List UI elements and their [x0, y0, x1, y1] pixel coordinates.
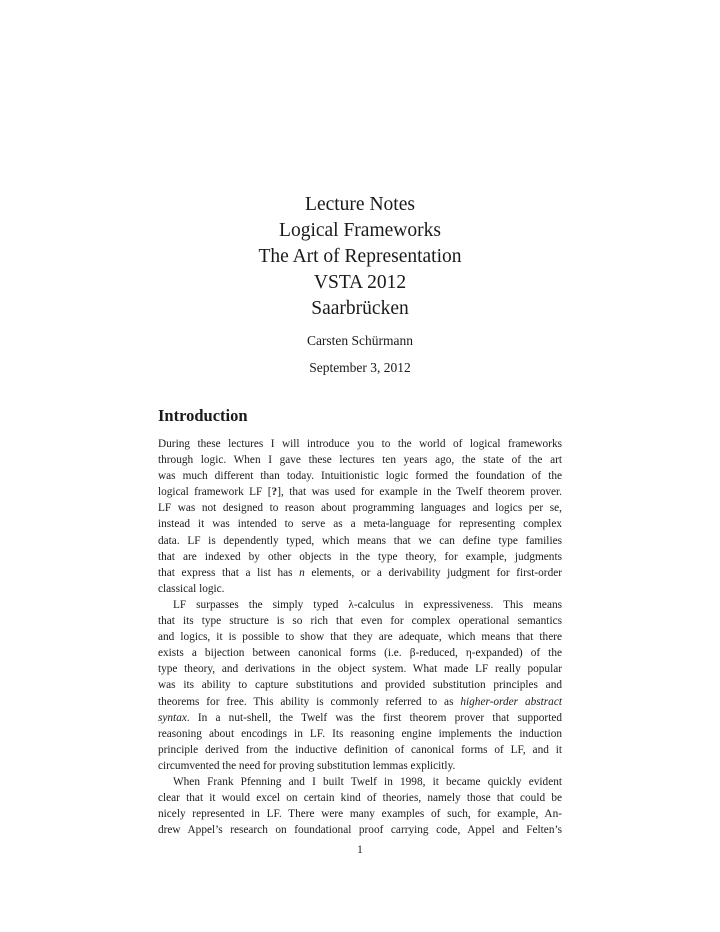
text-span: logical framework LF [ [158, 486, 272, 499]
author-name: Carsten Schürmann [306, 333, 414, 348]
document-title [0, 192, 720, 322]
publication-date: September 3, 2012 [309, 360, 411, 375]
math-variable: n [299, 566, 305, 579]
title-line: Logical Frameworks [279, 220, 441, 241]
text-line: drew Appel’s research on foundational proof carrying code, Appel and Felten’s [158, 824, 562, 837]
text-span: ], that was used for example in the Twelf theorem prover. [277, 486, 563, 499]
emphasis: higher-order abstract [460, 695, 562, 708]
text-line: exists a bijection between canonical forms (i.e. β-reduced, η-expanded) of the [158, 647, 562, 660]
text-line: LF was not designed to reason about programming languages and logics per se, [158, 502, 562, 515]
text-line: that are indexed by other objects in the type theory, for example, judgments [158, 550, 562, 563]
emphasis: syntax [158, 711, 187, 724]
text-line [158, 565, 562, 581]
text-line [158, 694, 562, 710]
text-line: circumvented the need for proving substitution lemmas explicitly. [158, 759, 456, 772]
title-line: The Art of Representation [258, 246, 462, 267]
text-line: and logics, it is possible to show that they are adequate, which means that there [158, 631, 562, 644]
text-span: theorems for free. This ability is commonly referred to as [158, 695, 461, 708]
body-text [158, 436, 562, 838]
text-line [158, 484, 562, 500]
text-span: elements, or a derivability judgment for first-order [304, 566, 562, 579]
text-line: type theory, and derivations in the object system. What made LF really popular [158, 663, 562, 676]
text-line: clear that it would excel on certain kind of theories, namely those that could be [158, 792, 562, 805]
text-line: During these lectures I will introduce you to the world of logical frameworks [158, 438, 562, 450]
text-line [158, 710, 562, 726]
text-line: instead it was intended to serve as a meta-language for representing complex [158, 518, 562, 531]
text-span: . In a nut-shell, the Twelf was the first theorem prover that supported [186, 711, 562, 724]
text-line: was its ability to capture substitutions and provided substitution principles and [158, 679, 562, 692]
page-number: 1 [357, 844, 363, 856]
text-line: classical logic. [158, 582, 225, 595]
text-line: principle derived from the inductive definition of canonical forms of LF, and it [158, 743, 562, 756]
text-line: was much different than today. Intuitionistic logic formed the foundation of the [158, 470, 562, 483]
citation-ref[interactable]: ? [271, 486, 278, 499]
section-heading: Introduction [158, 406, 248, 425]
text-line: data. LF is dependently typed, which means that we can define type families [158, 534, 562, 547]
title-line: Saarbrücken [311, 298, 409, 319]
text-line: reasoning about encodings in LF. Its reasoning engine implements the induction [158, 727, 562, 740]
title-line: VSTA 2012 [313, 272, 407, 293]
text-span: that express that a list has [158, 566, 300, 579]
text-line: through logic. When I gave these lectures ten years ago, the state of the art [158, 454, 562, 467]
text-line: nicely represented in LF. There were many examples of such, for example, An- [158, 808, 562, 821]
title-line: Lecture Notes [305, 194, 415, 215]
text-line: When Frank Pfenning and I built Twelf in 1998, it became quickly evident [173, 775, 562, 788]
text-line: that its type structure is so rich that even for complex operational semantics [158, 615, 562, 628]
text-line: LF surpasses the simply typed λ-calculus in expressiveness. This means [173, 598, 562, 611]
